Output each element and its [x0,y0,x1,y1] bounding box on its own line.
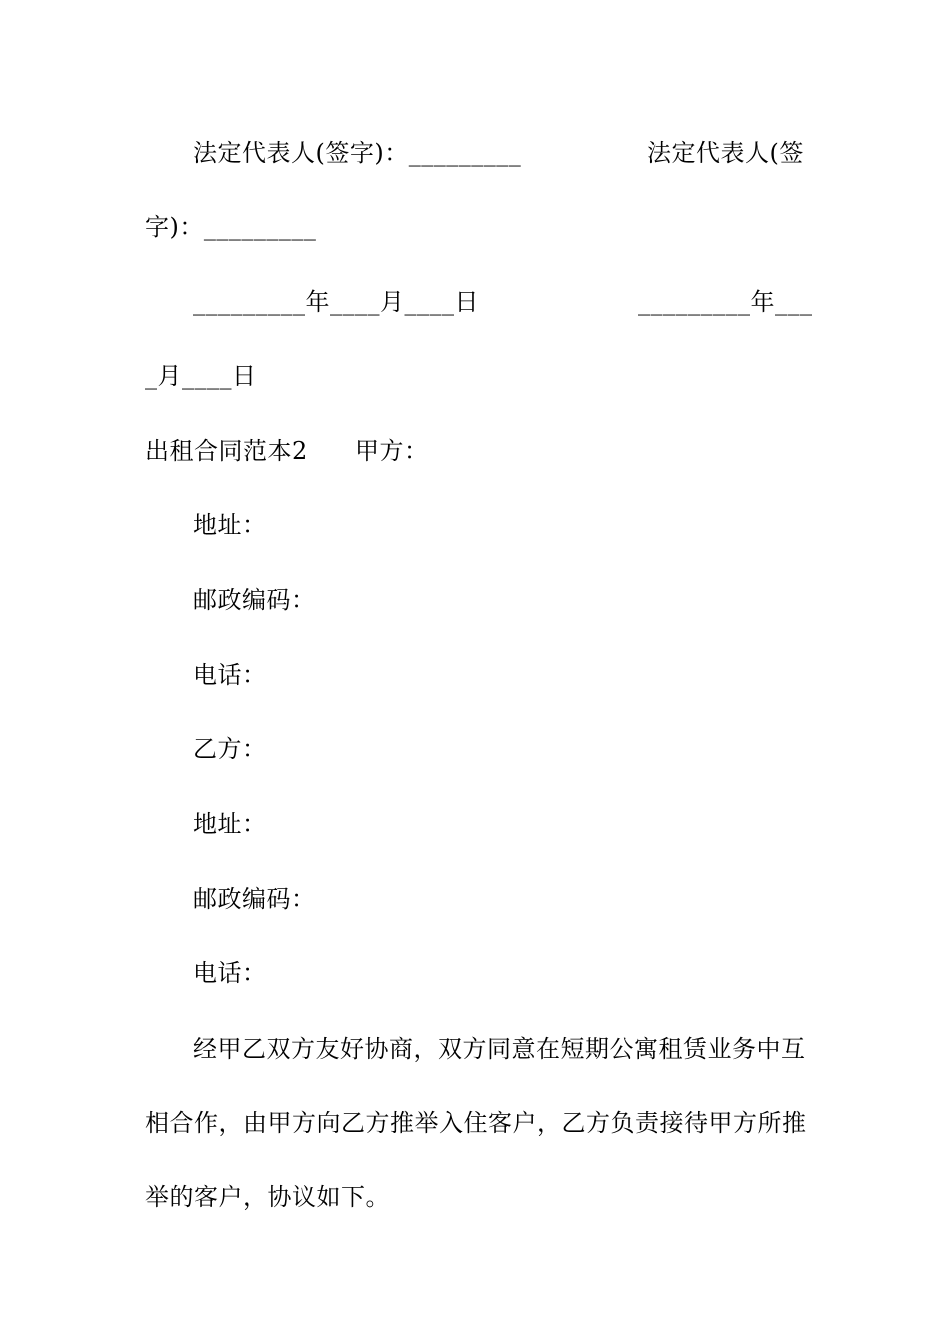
party-a-postcode-label: 邮政编码： [193,586,316,614]
date-row [145,287,858,317]
date-row-continued: _月____日 [145,362,257,390]
party-b-label: 乙方： [193,735,267,763]
party-a-address-label: 地址： [193,511,267,539]
party-a-date-field: _________年____月____日 [193,288,479,316]
section-title: 出租合同范本2 [145,437,308,465]
body-paragraph-line-2: 相合作，由甲方向乙方推举入住客户，乙方负责接待甲方所推 [145,1109,807,1137]
body-paragraph-line-3: 举的客户，协议如下。 [145,1183,390,1211]
signature-row-continued: 字)：_________ [145,213,317,241]
party-a-signature-field: 法定代表人(签字)：_________ [193,139,522,167]
party-a-label: 甲方： [355,437,429,465]
body-paragraph-line-1: 经甲乙双方友好协商，双方同意在短期公寓租赁业务中互 [193,1035,806,1063]
section-heading-row [145,436,810,466]
party-b-address-label: 地址： [193,810,267,838]
signature-row [145,138,858,168]
party-b-postcode-label: 邮政编码： [193,885,316,913]
party-b-date-field: _________年___ [638,288,813,316]
party-a-phone-label: 电话： [193,661,267,689]
party-b-signature-field: 法定代表人(签 [647,139,804,167]
party-b-phone-label: 电话： [193,959,267,987]
